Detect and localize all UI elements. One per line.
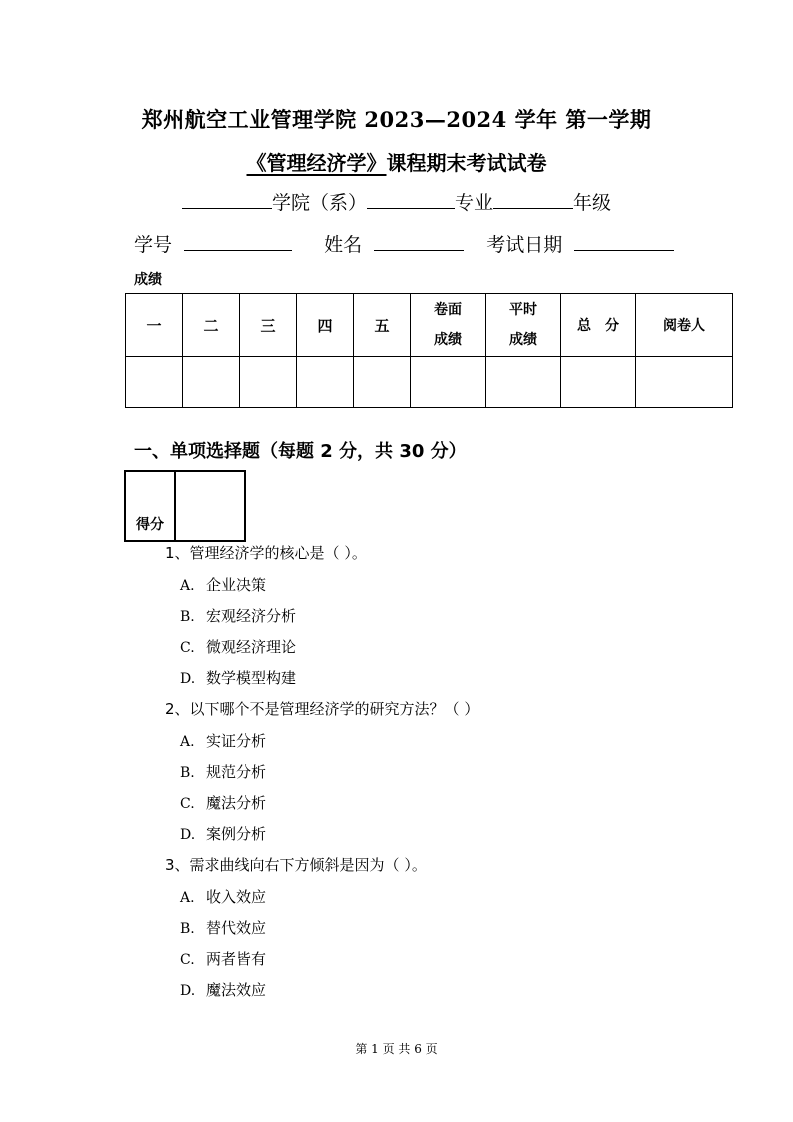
score-cell-q3[interactable]: [240, 357, 297, 408]
header-usual-score: [486, 294, 561, 357]
section1-title: 一、单项选择题（每题 2 分，共 30 分）: [134, 441, 467, 462]
score-cell-q1[interactable]: [126, 357, 183, 408]
header-total: 总 分: [561, 294, 636, 357]
score-cell-q4[interactable]: [297, 357, 354, 408]
header-q2: 二: [183, 294, 240, 357]
question-1-option-c[interactable]: C. 微观经济理论: [180, 638, 297, 656]
score-cell-q2[interactable]: [183, 357, 240, 408]
question-1-option-b[interactable]: B. 宏观经济分析: [180, 607, 297, 625]
score-table-header-row: [126, 294, 733, 357]
score-cell-usual[interactable]: [486, 357, 561, 408]
usual-score-line2: 成绩: [509, 332, 537, 348]
major-blank[interactable]: [367, 190, 455, 209]
question-3-option-d[interactable]: D. 魔法效应: [180, 981, 267, 999]
question-1-option-d[interactable]: D. 数学模型构建: [180, 669, 297, 687]
question-2-option-a[interactable]: A. 实证分析: [180, 732, 267, 750]
score-table-entry-row: [126, 357, 733, 408]
header-reviewer: 阅卷人: [636, 294, 733, 357]
page-footer: 第 1 页 共 6 页: [355, 1042, 438, 1056]
section1-score-box: [124, 470, 246, 542]
header-q1: 一: [126, 294, 183, 357]
exam-header-title: 郑州航空工业管理学院 2023—2024 学年 第一学期: [141, 107, 652, 132]
grade-label: 年级: [573, 192, 612, 214]
major-label: 专业: [454, 192, 493, 214]
usual-score-line1: 平时: [509, 302, 537, 318]
score-cell-reviewer[interactable]: [636, 357, 733, 408]
question-2-option-c[interactable]: C. 魔法分析: [180, 794, 267, 812]
name-label: 姓名: [324, 234, 363, 256]
grade-blank[interactable]: [493, 190, 573, 209]
score-label: 成绩: [134, 272, 162, 288]
header-q3: 三: [240, 294, 297, 357]
course-title: 《管理经济学》: [246, 151, 387, 175]
student-info-line: [134, 230, 674, 257]
name-blank[interactable]: [374, 232, 464, 251]
college-label: 学院（系）: [271, 192, 367, 214]
student-id-label: 学号: [134, 234, 173, 256]
exam-name: 课程期末考试试卷: [386, 151, 547, 175]
score-table: [125, 293, 733, 408]
score-cell-paper[interactable]: [411, 357, 486, 408]
question-2-stem: 2、以下哪个不是管理经济学的研究方法？（ ）: [165, 700, 480, 718]
exam-date-label: 考试日期: [486, 234, 563, 256]
header-q5: 五: [354, 294, 411, 357]
question-1-option-a[interactable]: A. 企业决策: [180, 576, 267, 594]
student-id-blank[interactable]: [184, 232, 292, 251]
question-3-option-c[interactable]: C. 两者皆有: [180, 950, 267, 968]
question-1-stem: 1、管理经济学的核心是（ ）。: [165, 544, 367, 562]
question-3-option-a[interactable]: A. 收入效应: [180, 888, 267, 906]
score-cell-q5[interactable]: [354, 357, 411, 408]
header-paper-score: [411, 294, 486, 357]
paper-score-line2: 成绩: [434, 332, 462, 348]
score-cell-total[interactable]: [561, 357, 636, 408]
college-blank[interactable]: [182, 190, 272, 209]
exam-date-blank[interactable]: [574, 232, 674, 251]
college-major-grade-line: [0, 188, 793, 215]
header-q4: 四: [297, 294, 354, 357]
question-3-stem: 3、需求曲线向右下方倾斜是因为（ ）。: [165, 856, 427, 874]
question-2-option-b[interactable]: B. 规范分析: [180, 763, 267, 781]
question-3-option-b[interactable]: B. 替代效应: [180, 919, 267, 937]
question-2-option-d[interactable]: D. 案例分析: [180, 825, 267, 843]
section1-score-label: 得分: [125, 471, 175, 541]
paper-score-line1: 卷面: [434, 302, 462, 318]
course-title-line: [0, 147, 793, 176]
section1-score-input[interactable]: [175, 471, 245, 541]
